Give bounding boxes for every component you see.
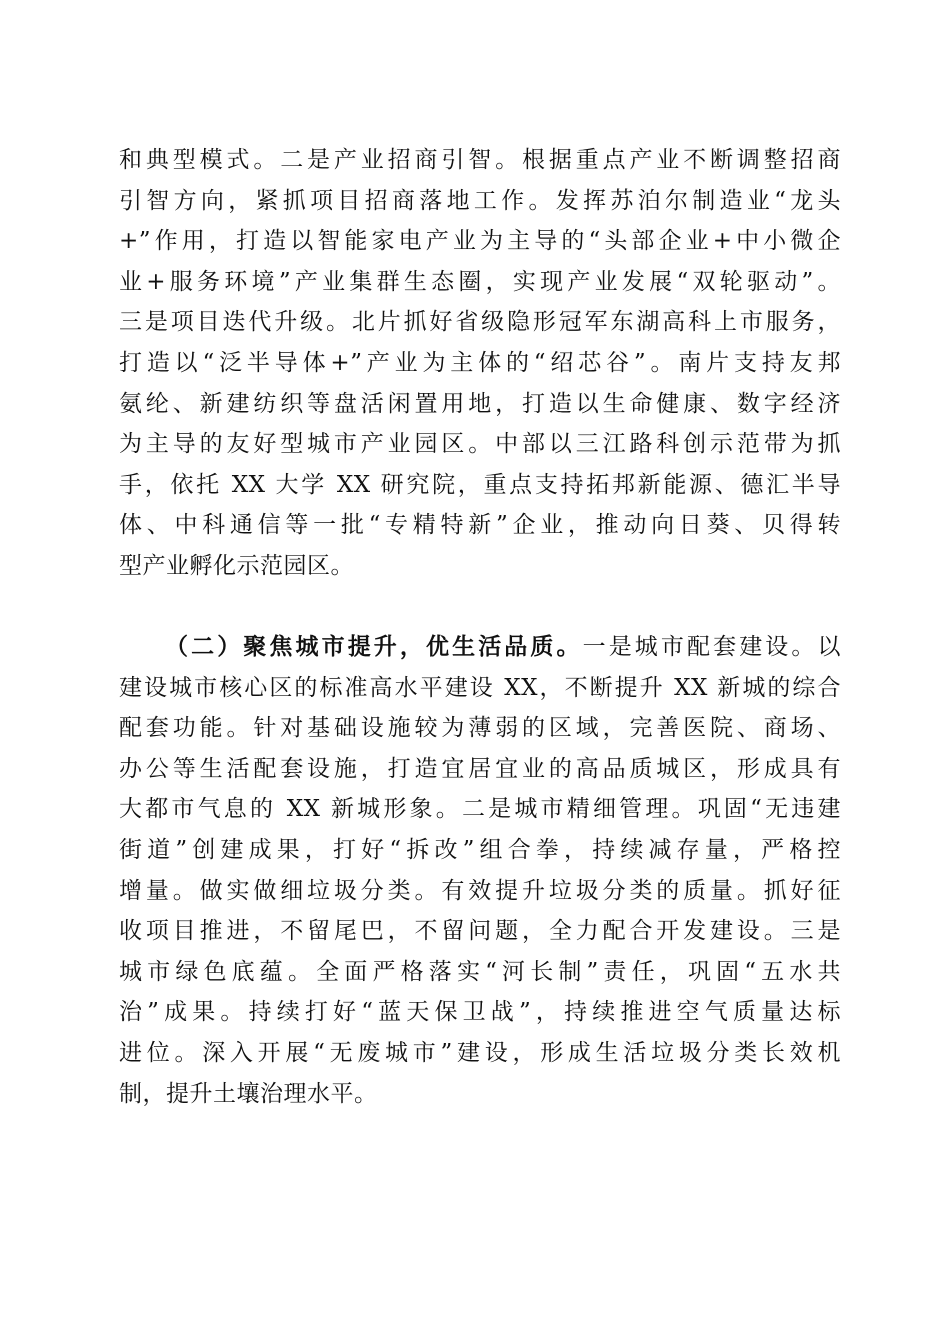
text-line: 体、中科通信等一批“专精特新”企业，推动向日葵、贝得转 [119, 512, 841, 539]
text-line: 收项目推进，不留尾巴，不留问题，全力配合开发建设。三是 [119, 918, 841, 945]
text-line: 进位。深入开展“无废城市”建设，形成生活垃圾分类长效机 [119, 1039, 841, 1066]
paragraph-first-line [119, 627, 841, 668]
text-line: 增量。做实做细垃圾分类。有效提升垃圾分类的质量。抓好征 [119, 877, 841, 904]
text-line: 城市绿色底蕴。全面严格落实“河长制”责任，巩固“五水共 [119, 958, 841, 985]
text-line: 型产业孵化示范园区。 [119, 552, 354, 579]
text-line: 三是项目迭代升级。北片抓好省级隐形冠军东湖高科上市服务， [119, 309, 841, 336]
text-line: 引智方向，紧抓项目招商落地工作。发挥苏泊尔制造业“龙头 [119, 187, 841, 214]
text-line: 大都市气息的 XX 新城形象。二是城市精细管理。巩固“无违建 [119, 796, 841, 823]
text-line: 建设城市核心区的标准高水平建设 XX，不断提升 XX 新城的综合 [119, 674, 841, 701]
paragraph-city [119, 627, 841, 1114]
text-line: 办公等生活配套设施，打造宜居宜业的高品质城区，形成具有 [119, 755, 841, 782]
text-line: +”作用，打造以智能家电产业为主导的“头部企业+中小微企 [119, 228, 841, 255]
text-line: 制，提升土壤治理水平。 [119, 1080, 378, 1107]
text-line: 氨纶、新建纺织等盘活闲置用地，打造以生命健康、数字经济 [119, 390, 841, 417]
text-line: 业+服务环境”产业集群生态圈，实现产业发展“双轮驱动”。 [119, 268, 841, 295]
text-line: 打造以“泛半导体+”产业为主体的“绍芯谷”。南片支持友邦 [119, 349, 841, 376]
text-line: 和典型模式。二是产业招商引智。根据重点产业不断调整招商 [119, 147, 841, 173]
paragraph-industry [119, 140, 841, 587]
text-run: 一是城市配套建设。以 [582, 634, 842, 660]
text-line: 街道”创建成果，打好“拆改”组合拳，持续减存量，严格控 [119, 836, 841, 863]
section-heading: （二）聚焦城市提升，优生活品质。 [165, 633, 583, 660]
text-line: 配套功能。针对基础设施较为薄弱的区域，完善医院、商场、 [119, 715, 841, 742]
text-line: 为主导的友好型城市产业园区。中部以三江路科创示范带为抓 [119, 431, 841, 458]
text-line: 手，依托 XX 大学 XX 研究院，重点支持拓邦新能源、德汇半导 [119, 471, 841, 498]
text-line: 治”成果。持续打好“蓝天保卫战”，持续推进空气质量达标 [119, 999, 841, 1026]
